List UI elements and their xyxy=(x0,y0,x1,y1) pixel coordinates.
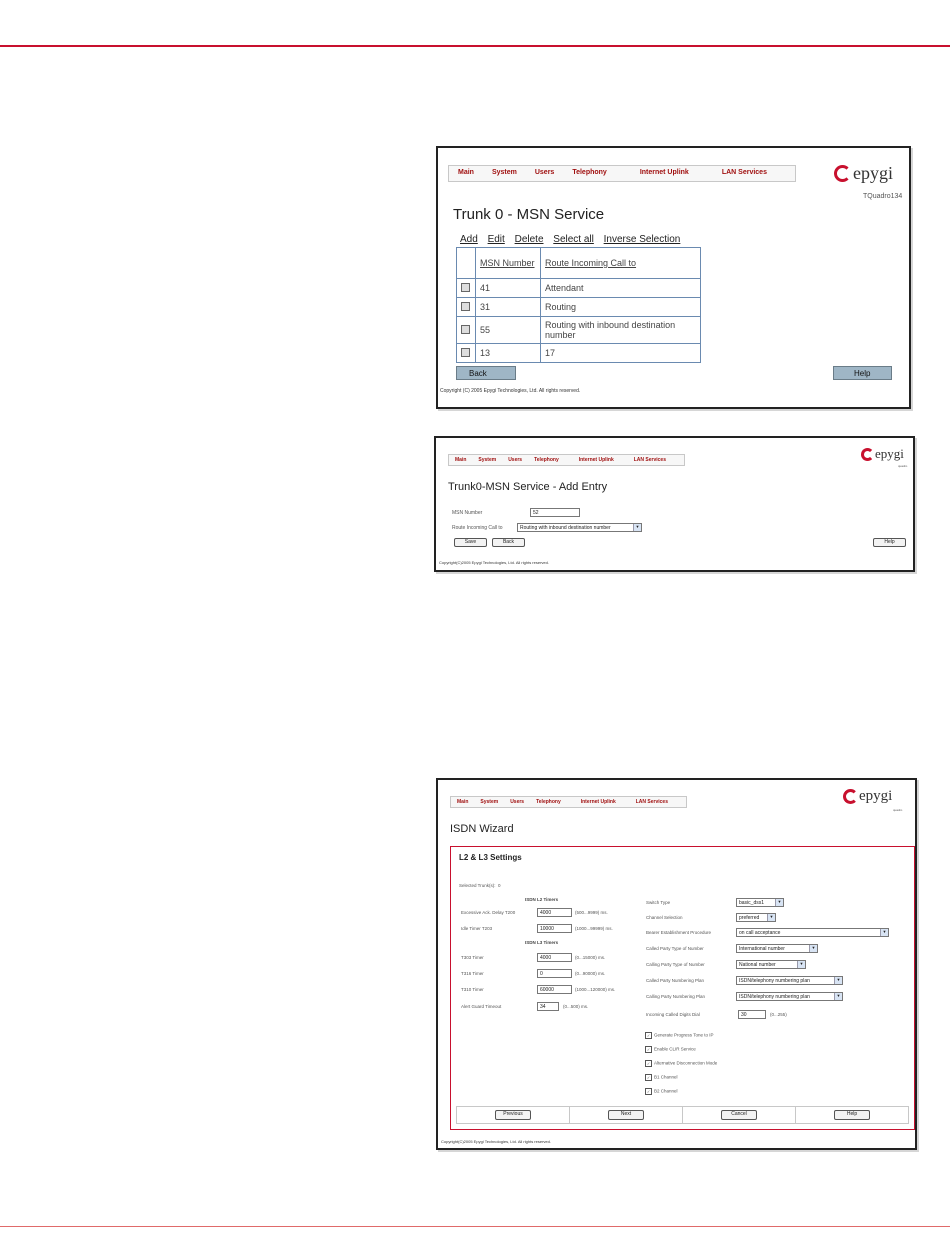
msn-number-label: MSN Number xyxy=(452,510,483,516)
epygi-logo: epygi xyxy=(834,163,893,184)
route-cell: Routing with inbound destination number xyxy=(541,317,701,344)
route-cell: 17 xyxy=(541,344,701,363)
called-type-label: Called Party Type of Number xyxy=(646,946,704,951)
chevron-down-icon: ▼ xyxy=(775,899,783,906)
alert-guard-input[interactable]: 34 xyxy=(537,1002,559,1011)
back-button[interactable]: Back xyxy=(456,366,516,380)
l3-timers-header: ISDN L3 Timers xyxy=(525,940,559,945)
nav-telephony[interactable]: Telephony xyxy=(572,169,607,176)
nav-internet-uplink[interactable]: Internet Uplink xyxy=(639,169,689,176)
settings-panel xyxy=(450,846,915,1130)
add-link[interactable]: Add xyxy=(460,234,478,245)
page-title: Trunk 0 - MSN Service xyxy=(453,206,605,223)
model-label: quadro xyxy=(893,808,903,812)
called-plan-label: Called Party Numbering Plan xyxy=(646,978,705,983)
epygi-logo: epygi xyxy=(843,788,892,805)
alert-guard-label: Alert Guard Timeout xyxy=(461,1004,502,1009)
top-nav xyxy=(448,454,685,466)
previous-button[interactable]: Previous xyxy=(495,1110,531,1120)
t203-input[interactable]: 10000 xyxy=(537,924,572,933)
nav-system[interactable]: System xyxy=(478,457,497,463)
wizard-button-bar xyxy=(456,1106,909,1124)
t310-input[interactable]: 60000 xyxy=(537,985,572,994)
copyright: Copyright(C)2005 Epygi Technologies, Ltd. All rights reserved. xyxy=(439,560,549,565)
nav-internet-uplink[interactable]: Internet Uplink xyxy=(578,457,614,463)
row-checkbox[interactable] xyxy=(461,348,470,357)
t200-hint: (500...9999) ms. xyxy=(575,910,608,915)
nav-main[interactable]: Main xyxy=(458,169,474,176)
nav-lan-services[interactable]: LAN Services xyxy=(635,799,668,805)
msn-cell: 41 xyxy=(476,279,541,298)
called-type-select[interactable]: International number ▼ xyxy=(736,944,818,953)
screenshot-isdn-wizard xyxy=(436,778,917,1150)
nav-telephony[interactable]: Telephony xyxy=(534,457,559,463)
page-title: Trunk0-MSN Service - Add Entry xyxy=(448,481,608,493)
help-button[interactable]: Help xyxy=(873,538,906,547)
called-plan-select[interactable]: ISDN/telephony numbering plan ▼ xyxy=(736,976,843,985)
bearer-select[interactable]: on call acceptance ▼ xyxy=(736,928,889,937)
selected-trunks-label: Selected Trunk(s): 0 xyxy=(459,883,501,888)
digits-dial-input[interactable]: 30 xyxy=(738,1010,766,1019)
top-nav xyxy=(450,796,687,808)
nav-lan-services[interactable]: LAN Services xyxy=(721,169,767,176)
msn-cell: 31 xyxy=(476,298,541,317)
digits-dial-label: Incoming Called Digits Dial xyxy=(646,1012,700,1017)
model-label: TQuadro134 xyxy=(863,193,903,200)
msn-table xyxy=(456,247,701,363)
save-button[interactable]: Save xyxy=(454,538,487,547)
alert-guard-hint: (0...500) ms. xyxy=(563,1004,589,1009)
digits-dial-hint: (0...255) xyxy=(770,1012,787,1017)
select-all-link[interactable]: Select all xyxy=(553,234,594,245)
b1-channel-checkbox[interactable]: ✓ B1 Channel xyxy=(646,1074,678,1080)
alt-disconnect-checkbox[interactable]: ✓ Alternative Disconnection Mode xyxy=(646,1060,718,1066)
help-button[interactable]: Help xyxy=(834,1110,870,1120)
model-label: quadro xyxy=(898,464,908,468)
t303-input[interactable]: 4000 xyxy=(537,953,572,962)
nav-telephony[interactable]: Telephony xyxy=(536,799,561,805)
l2-timers-header: ISDN L2 Timers xyxy=(525,897,559,902)
chevron-down-icon: ▼ xyxy=(834,977,842,984)
chevron-down-icon: ▼ xyxy=(880,929,888,936)
nav-main[interactable]: Main xyxy=(455,457,467,463)
chevron-down-icon: ▼ xyxy=(767,914,775,921)
copyright: Copyright(C)2005 Epygi Technologies, Ltd. All rights reserved. xyxy=(441,1139,551,1144)
route-header[interactable]: Route Incoming Call to xyxy=(541,248,701,279)
route-cell: Attendant xyxy=(541,279,701,298)
nav-users[interactable]: Users xyxy=(534,169,555,176)
page-title: ISDN Wizard xyxy=(450,823,514,835)
inverse-selection-link[interactable]: Inverse Selection xyxy=(603,234,681,245)
nav-users[interactable]: Users xyxy=(508,457,523,463)
t310-hint: (1000...120000) ms. xyxy=(575,987,616,992)
check-icon: ✓ xyxy=(646,1033,651,1038)
route-select[interactable]: Routing with inbound destination number ▼ xyxy=(517,523,642,532)
table-row xyxy=(457,279,701,298)
footer-rule xyxy=(0,1226,950,1227)
t200-input[interactable]: 4000 xyxy=(537,908,572,917)
table-header-row xyxy=(457,248,701,279)
logo-swirl-icon xyxy=(834,165,851,182)
nav-lan-services[interactable]: LAN Services xyxy=(633,457,666,463)
msn-cell: 55 xyxy=(476,317,541,344)
chevron-down-icon: ▼ xyxy=(834,993,842,1000)
section-title: L2 & L3 Settings xyxy=(459,853,522,862)
chevron-down-icon: ▼ xyxy=(633,524,641,531)
table-row xyxy=(457,317,701,344)
header-rule xyxy=(0,45,950,47)
top-nav xyxy=(448,165,796,182)
edit-link[interactable]: Edit xyxy=(487,234,505,245)
t316-label: T316 Timer xyxy=(461,971,484,976)
channel-selection-label: Channel Selection xyxy=(646,915,683,920)
nav-main[interactable]: Main xyxy=(457,799,469,805)
help-button[interactable]: Help xyxy=(833,366,892,380)
channel-selection-select[interactable]: preferred ▼ xyxy=(736,913,776,922)
calling-type-select[interactable]: National number ▼ xyxy=(736,960,806,969)
calling-plan-label: Calling Party Numbering Plan xyxy=(646,994,706,999)
action-links xyxy=(460,234,687,245)
t316-input[interactable]: 0 xyxy=(537,969,572,978)
nav-internet-uplink[interactable]: Internet Uplink xyxy=(580,799,616,805)
route-label: Route Incoming Call to xyxy=(452,525,503,531)
logo-swirl-icon xyxy=(861,448,874,461)
logo-swirl-icon xyxy=(843,789,858,804)
msn-cell: 13 xyxy=(476,344,541,363)
t200-label: Excessive Ack. Delay T200 xyxy=(461,910,516,915)
nav-users[interactable]: Users xyxy=(510,799,525,805)
t310-label: T310 Timer xyxy=(461,987,484,992)
t303-hint: (0...15000) ms. xyxy=(575,955,606,960)
b2-channel-checkbox[interactable]: ✓ B2 Channel xyxy=(646,1088,678,1094)
msn-number-header[interactable]: MSN Number xyxy=(476,248,541,279)
delete-link[interactable]: Delete xyxy=(514,234,544,245)
row-checkbox[interactable] xyxy=(461,325,470,334)
check-icon: ✓ xyxy=(646,1061,651,1066)
t316-hint: (0...90000) ms. xyxy=(575,971,606,976)
chevron-down-icon: ▼ xyxy=(797,961,805,968)
table-row xyxy=(457,344,701,363)
t203-hint: (1000...99999) ms. xyxy=(575,926,613,931)
nav-system[interactable]: System xyxy=(491,169,517,176)
check-icon: ✓ xyxy=(646,1047,651,1052)
chevron-down-icon: ▼ xyxy=(809,945,817,952)
switch-type-label: Switch Type xyxy=(646,900,671,905)
calling-type-label: Calling Party Type of Number xyxy=(646,962,705,967)
copyright: Copyright (C) 2005 Epygi Technologies, Ltd. All rights reserved. xyxy=(440,388,581,394)
back-button[interactable]: Back xyxy=(492,538,525,547)
clir-checkbox[interactable]: ✓ Enable CLIR Service xyxy=(646,1046,696,1052)
check-icon: ✓ xyxy=(646,1089,651,1094)
t203-label: Idle Timer T203 xyxy=(461,926,493,931)
calling-plan-select[interactable]: ISDN/telephony numbering plan ▼ xyxy=(736,992,843,1001)
switch-type-select[interactable]: basic_dss1 ▼ xyxy=(736,898,784,907)
bearer-label: Bearer Establishment Procedure xyxy=(646,930,712,935)
row-checkbox[interactable] xyxy=(461,302,470,311)
cancel-button[interactable]: Cancel xyxy=(721,1110,757,1120)
msn-number-input[interactable]: 52 xyxy=(530,508,580,517)
route-cell: Routing xyxy=(541,298,701,317)
screenshot-msn-service xyxy=(436,146,911,409)
nav-system[interactable]: System xyxy=(480,799,499,805)
next-button[interactable]: Next xyxy=(608,1110,644,1120)
epygi-logo: epygi xyxy=(861,446,904,462)
row-checkbox[interactable] xyxy=(461,283,470,292)
t303-label: T303 Timer xyxy=(461,955,484,960)
table-row xyxy=(457,298,701,317)
check-icon: ✓ xyxy=(646,1075,651,1080)
progress-tone-checkbox[interactable]: ✓ Generate Progress Tone to IP xyxy=(646,1032,714,1038)
screenshot-add-entry xyxy=(434,436,915,572)
